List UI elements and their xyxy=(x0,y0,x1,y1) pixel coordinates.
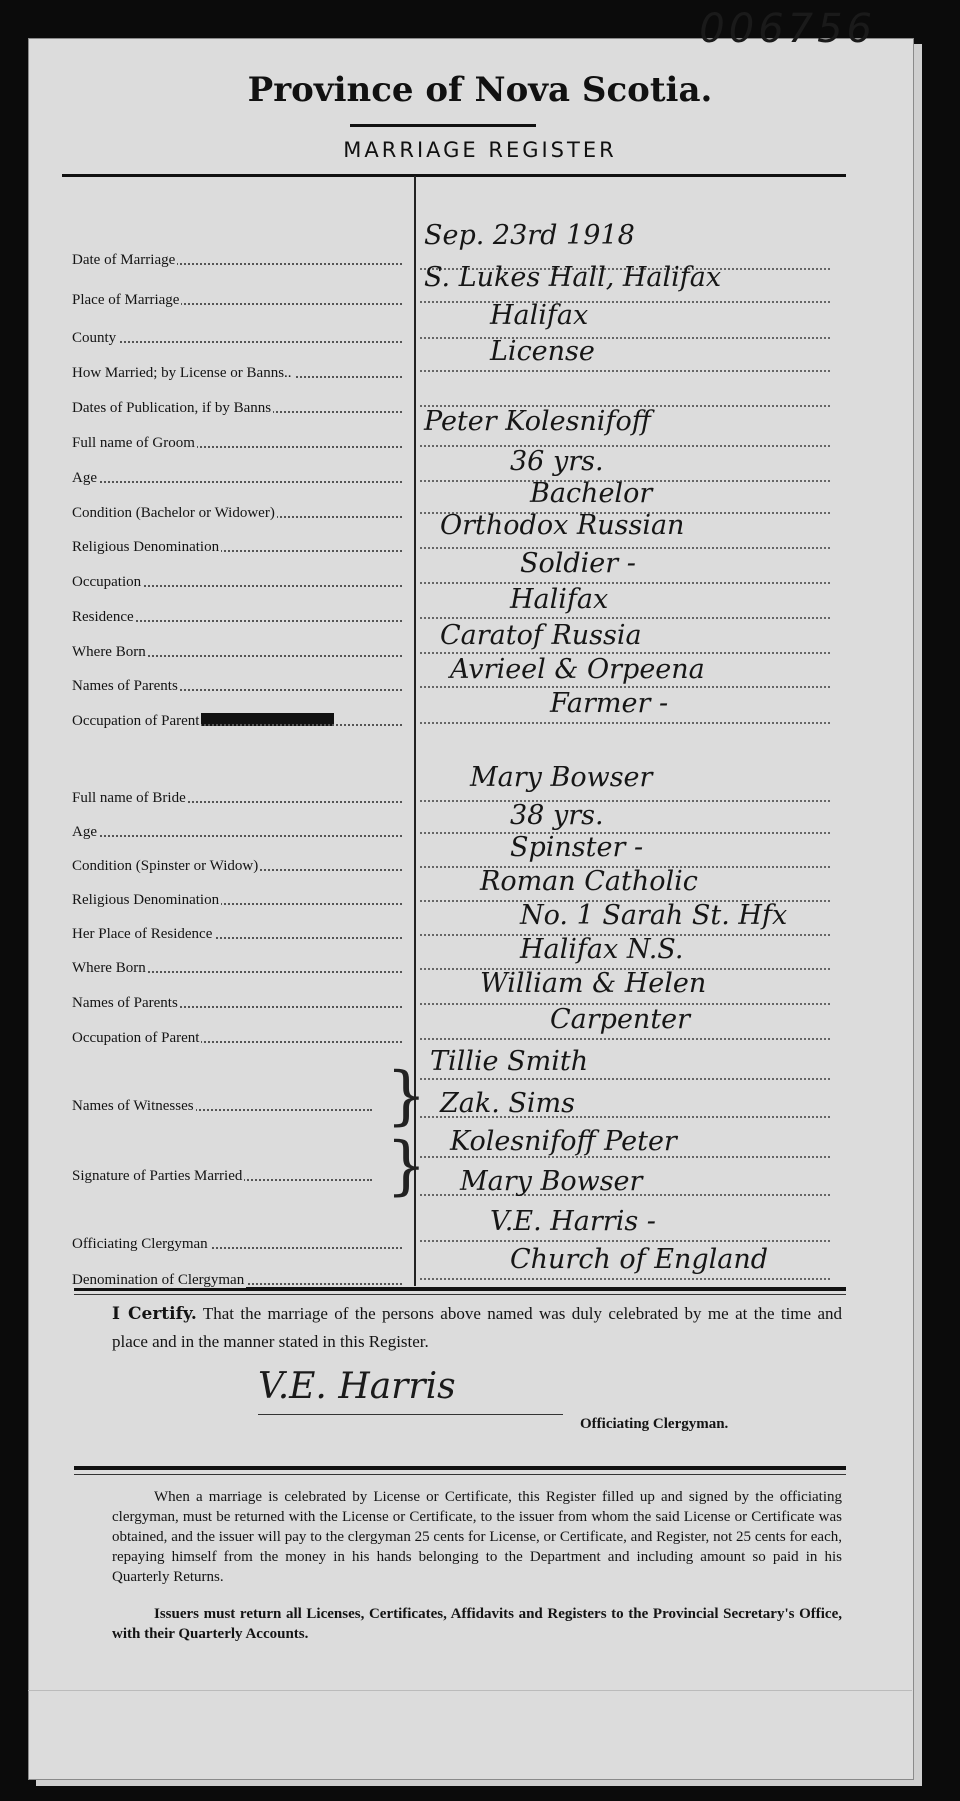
field-value: Carpenter xyxy=(550,1004,691,1035)
field-value: 36 yrs. xyxy=(510,446,604,477)
field-label: Religious Denomination xyxy=(72,892,402,909)
field-value: No. 1 Sarah St. Hfx xyxy=(520,900,788,931)
section-rule-thin xyxy=(74,1294,846,1295)
field-value: Halifax xyxy=(490,300,589,331)
field-label: Her Place of Residence xyxy=(72,926,402,943)
clergyman-value: V.E. Harris - xyxy=(490,1206,656,1237)
page-title: Province of Nova Scotia. xyxy=(247,70,713,110)
field-line xyxy=(420,370,830,372)
field-value: Bachelor xyxy=(530,478,653,509)
witness-2: Zak. Sims xyxy=(440,1088,575,1119)
field-label: Full name of Groom xyxy=(72,435,402,452)
field-label: Religious Denomination xyxy=(72,539,402,556)
certify-heading: I Certify. xyxy=(112,1304,197,1324)
certification-text xyxy=(112,1300,842,1355)
field-label: Where Born xyxy=(72,644,402,661)
certify-signature: V.E. Harris xyxy=(258,1366,456,1407)
field-value: S. Lukes Hall, Halifax xyxy=(424,262,722,293)
clergyman-label: Officiating Clergyman xyxy=(72,1236,402,1253)
field-line xyxy=(420,1240,830,1242)
field-line xyxy=(420,722,830,724)
instructions-note: When a marriage is celebrated by License or Certificate, this Register filled up and signed by the officiating clergyman, must be returned with the License or Certificate, to the issuer from whom the said License or Certificate was obtained, and the issuer will pay to the clergyman 25 cents for License, or Certificate, and Register, not 25 cents for each, repaying himself from the money in his hands belonging to the Department and including amount so paid in his Quarterly Returns. xyxy=(112,1489,842,1585)
register-number: 006756 xyxy=(699,6,876,52)
field-line xyxy=(420,301,830,303)
top-rule xyxy=(62,174,846,177)
field-label: How Married; by License or Banns.. xyxy=(72,365,402,382)
field-line xyxy=(420,1078,830,1080)
title-rule xyxy=(350,124,536,127)
field-value: Spinster - xyxy=(510,832,644,863)
field-label: Occupation of Parent xyxy=(72,713,402,730)
field-label: County xyxy=(72,330,402,347)
parties-label: Signature of Parties Married xyxy=(72,1168,372,1185)
signature-label: Officiating Clergyman. xyxy=(580,1416,729,1432)
field-value: Mary Bowser xyxy=(470,762,653,793)
field-value: Farmer - xyxy=(550,688,669,719)
field-label: Names of Parents xyxy=(72,995,402,1012)
field-label: Age xyxy=(72,470,402,487)
field-label: Occupation of Parent xyxy=(72,1030,402,1047)
denomination-value: Church of England xyxy=(510,1244,769,1275)
witnesses-brace: } xyxy=(386,1059,427,1133)
page-subtitle: MARRIAGE REGISTER xyxy=(343,138,617,162)
field-value: Caratof Russia xyxy=(440,620,642,651)
field-line xyxy=(420,1278,830,1280)
field-value: William & Helen xyxy=(480,968,707,999)
signature-line xyxy=(258,1414,563,1415)
field-label: Where Born xyxy=(72,960,402,977)
field-value: 38 yrs. xyxy=(510,800,604,831)
field-value: Peter Kolesnifoff xyxy=(424,406,651,437)
field-line xyxy=(420,582,830,584)
field-line xyxy=(420,445,830,447)
witness-1: Tillie Smith xyxy=(430,1046,589,1077)
field-label: Place of Marriage xyxy=(72,292,402,309)
field-label: Names of Parents xyxy=(72,678,402,695)
field-label: Condition (Bachelor or Widower) xyxy=(72,505,402,522)
party-1: Kolesnifoff Peter xyxy=(450,1126,677,1157)
field-label: Residence xyxy=(72,609,402,626)
field-value: Halifax N.S. xyxy=(520,934,684,965)
party-2: Mary Bowser xyxy=(460,1166,643,1197)
field-value: Sep. 23rd 1918 xyxy=(424,220,635,251)
field-label: Full name of Bride xyxy=(72,790,402,807)
field-value: Avrieel & Orpeena xyxy=(450,654,705,685)
denomination-label: Denomination of Clergyman xyxy=(72,1272,402,1289)
field-value: Soldier - xyxy=(520,548,636,579)
section-rule xyxy=(74,1466,846,1470)
paper-fold xyxy=(28,1690,912,1691)
section-rule-thin xyxy=(74,1474,846,1475)
field-value: Orthodox Russian xyxy=(440,510,685,541)
parties-brace: } xyxy=(386,1129,427,1203)
field-label: Date of Marriage xyxy=(72,252,402,269)
field-label: Condition (Spinster or Widow) xyxy=(72,858,402,875)
field-value: Halifax xyxy=(510,584,609,615)
field-line xyxy=(420,617,830,619)
field-label: Occupation xyxy=(72,574,402,591)
witnesses-label: Names of Witnesses xyxy=(72,1098,372,1115)
field-label: Age xyxy=(72,824,402,841)
field-label: Dates of Publication, if by Banns xyxy=(72,400,402,417)
field-line xyxy=(420,337,830,339)
field-line xyxy=(420,1038,830,1040)
issuers-note: Issuers must return all Licenses, Certificates, Affidavits and Registers to the Provincial Secretary's Office, with their Quarterly Accounts. xyxy=(112,1606,842,1642)
field-value: Roman Catholic xyxy=(480,866,698,897)
field-line xyxy=(420,800,830,802)
certify-body: That the marriage of the persons above named was duly celebrated by me at the time and place and in the manner stated in this Register. xyxy=(112,1304,842,1351)
field-value: License xyxy=(490,336,595,367)
